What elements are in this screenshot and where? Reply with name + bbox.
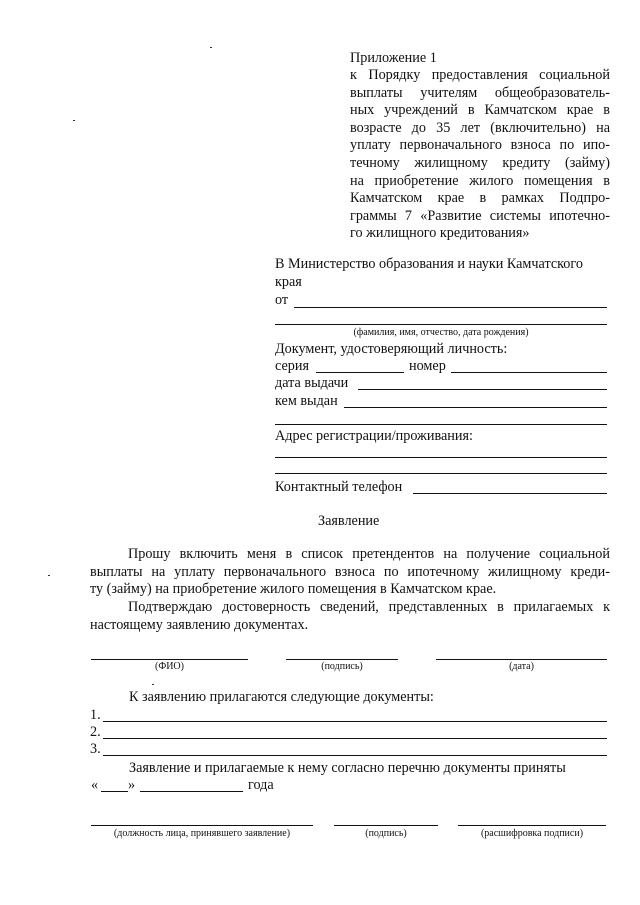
- appendix-line: го жилищного кредитования»: [350, 225, 530, 242]
- series-field[interactable]: [316, 372, 404, 373]
- date-field[interactable]: [436, 659, 607, 660]
- phone-field[interactable]: [413, 493, 607, 494]
- acceptance-month-field[interactable]: [140, 791, 243, 792]
- attachment-number: 1.: [90, 707, 101, 723]
- attachments-intro: К заявлению прилагаются следующие документы:: [129, 689, 434, 705]
- acceptance-day-field[interactable]: [101, 791, 128, 792]
- document-label: Документ, удостоверяющий личность:: [275, 341, 508, 357]
- appendix-line: ных учреждений в Камчатском крае в: [350, 102, 610, 119]
- appendix-line: на приобретение жилого помещения в: [350, 172, 610, 189]
- from-label: от: [275, 292, 289, 308]
- address-field-second-line[interactable]: [275, 473, 607, 474]
- signature-field[interactable]: [286, 659, 398, 660]
- statement-title: Заявление: [318, 513, 380, 529]
- signature-decoding-caption: (расшифровка подписи): [480, 828, 584, 839]
- date-caption: (дата): [509, 661, 534, 672]
- address-label: Адрес регистрации/проживания:: [275, 428, 473, 444]
- issued-by-field-second-line[interactable]: [275, 424, 607, 425]
- quote-close: »: [128, 777, 136, 793]
- fio-caption-small: (ФИО): [154, 661, 184, 672]
- attachment-number: 3.: [90, 741, 101, 757]
- ministry-line: края: [275, 274, 302, 290]
- scan-speck: [210, 47, 212, 48]
- paragraph-line: выплаты на уплату первоначального взноса по ипотечному жилищному креди-: [90, 563, 610, 580]
- from-field[interactable]: [294, 307, 607, 308]
- appendix-line: к Порядку предоставления социальной: [350, 67, 610, 83]
- appendix-line: уплату первоначального взноса по ипо-: [350, 137, 610, 154]
- phone-label: Контактный телефон: [275, 479, 403, 495]
- attachment-field[interactable]: [103, 721, 607, 722]
- paragraph-line: ту (займу) на приобретение жилого помещения в Камчатском крае.: [90, 581, 497, 597]
- series-label: серия: [275, 358, 309, 374]
- number-field[interactable]: [451, 372, 607, 373]
- issued-by-label: кем выдан: [275, 393, 338, 409]
- signature-decoding-field[interactable]: [458, 825, 606, 826]
- quote-open: «: [91, 777, 99, 793]
- ministry-line: В Министерство образования и науки Камчатского: [275, 256, 583, 272]
- attachment-field[interactable]: [103, 755, 607, 756]
- statement-paragraph-2: [90, 599, 610, 634]
- paragraph-line: Прошу включить меня в список претендентов на получение социальной: [128, 546, 610, 562]
- appendix-line: граммы 7 «Развитие системы ипотечно-: [350, 207, 610, 224]
- scan-speck: [48, 575, 50, 576]
- appendix-line: течному жилищному кредиту (займу): [350, 154, 610, 171]
- attachment-number: 2.: [90, 724, 101, 740]
- address-field[interactable]: [275, 457, 607, 458]
- issue-date-field[interactable]: [358, 389, 607, 390]
- scan-speck: [152, 684, 154, 685]
- acceptance-text: Заявление и прилагаемые к нему согласно перечню документы приняты: [129, 760, 566, 776]
- attachment-field[interactable]: [103, 738, 607, 739]
- issued-by-field[interactable]: [344, 407, 607, 408]
- acceptor-signature-caption: (подпись): [365, 828, 407, 839]
- position-field[interactable]: [91, 825, 313, 826]
- appendix-text: [350, 67, 610, 243]
- year-label: года: [248, 777, 274, 793]
- appendix-line: возрасте до 35 лет (включительно) на: [350, 119, 610, 136]
- paragraph-line: Подтверждаю достоверность сведений, представленных в прилагаемых к: [128, 599, 610, 615]
- from-field-second-line[interactable]: [275, 324, 607, 325]
- appendix-line: выплаты учителям общеобразователь-: [350, 84, 610, 101]
- position-caption: (должность лица, принявшего заявление): [113, 828, 291, 839]
- signature-caption: (подпись): [321, 661, 363, 672]
- appendix-title: Приложение 1: [350, 50, 437, 66]
- statement-paragraph-1: [90, 546, 610, 599]
- acceptor-signature-field[interactable]: [334, 825, 438, 826]
- appendix-line: Камчатском крае в рамках Подпро-: [350, 190, 610, 207]
- paragraph-line: настоящему заявлению документах.: [90, 616, 309, 633]
- issue-date-label: дата выдачи: [275, 375, 349, 391]
- scan-speck: [73, 120, 75, 121]
- fio-caption: (фамилия, имя, отчество, дата рождения): [353, 327, 529, 338]
- fio-signature-field[interactable]: [91, 659, 248, 660]
- number-label: номер: [409, 358, 446, 374]
